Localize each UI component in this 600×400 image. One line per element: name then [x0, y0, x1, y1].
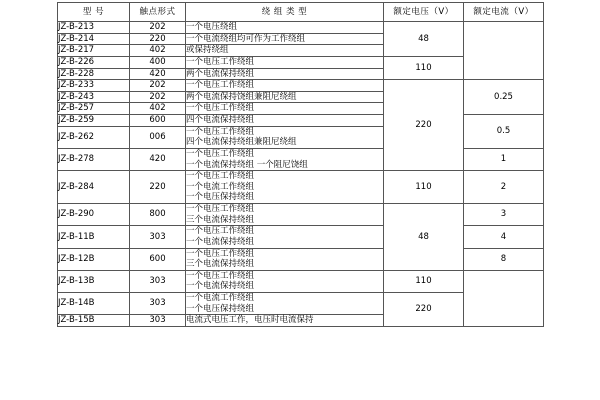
header-winding-type: 绕 组 类 型: [186, 3, 384, 22]
cell-model: JZ-B-290: [58, 204, 130, 226]
winding-line: 一个电压工作绕组: [186, 148, 255, 159]
cell-winding-type: [186, 45, 384, 57]
table-row: [58, 248, 544, 270]
cell-winding-type: [186, 68, 384, 80]
cell-contact-type: 600: [130, 115, 186, 127]
cell-rated-current: 8: [464, 248, 544, 270]
cell-model: JZ-B-257: [58, 103, 130, 115]
winding-line: 一个电压工作绕组: [186, 171, 255, 182]
table-row: [58, 115, 544, 127]
cell-model: JZ-B-11B: [58, 226, 130, 248]
winding-line: 三个电流保持绕组: [186, 214, 255, 225]
winding-line: 一个电压工作绕组: [186, 103, 255, 114]
cell-rated-current: 4: [464, 226, 544, 248]
cell-rated-voltage: 220: [384, 80, 464, 171]
winding-line: 一个电流工作绕组: [186, 181, 255, 192]
winding-line: 一个电压工作绕组: [186, 204, 255, 214]
table-body: [58, 22, 544, 327]
winding-line: 四个电流保持绕组: [186, 115, 255, 125]
cell-rated-current: [464, 22, 544, 80]
cell-rated-current: 0.25: [464, 80, 544, 115]
cell-model: JZ-B-284: [58, 171, 130, 204]
winding-line: 三个电流保持绕组: [186, 259, 255, 270]
cell-winding-type: [186, 103, 384, 115]
cell-model: JZ-B-15B: [58, 315, 130, 327]
winding-line: 两个电流保持绕组: [186, 68, 255, 79]
cell-contact-type: 202: [130, 91, 186, 103]
cell-winding-type: [186, 315, 384, 327]
table-row: [58, 80, 544, 92]
cell-winding-type: [186, 115, 384, 127]
cell-winding-type: [186, 56, 384, 68]
winding-line: 一个电压保持绕组: [186, 303, 255, 314]
cell-winding-type: [186, 204, 384, 226]
cell-winding-type: [186, 33, 384, 45]
cell-rated-voltage: 48: [384, 204, 464, 271]
cell-contact-type: 600: [130, 248, 186, 270]
cell-rated-voltage: 220: [384, 293, 464, 327]
winding-line: 四个电流保持绕组兼阻尼绕组: [186, 137, 297, 148]
header-model: 型 号: [58, 3, 130, 22]
winding-line: 一个电流保持绕组 一个阻尼饶组: [186, 159, 308, 170]
winding-line: 一个电压工作绕组: [186, 56, 255, 67]
cell-contact-type: 303: [130, 226, 186, 248]
table-row: [58, 22, 544, 34]
cell-winding-type: [186, 171, 384, 204]
cell-winding-type: [186, 148, 384, 170]
cell-model: JZ-B-259: [58, 115, 130, 127]
cell-contact-type: 220: [130, 33, 186, 45]
cell-contact-type: 006: [130, 126, 186, 148]
winding-line: 一个电压工作绕组: [186, 80, 255, 91]
cell-model: JZ-B-278: [58, 148, 130, 170]
winding-line: 一个电压绕组: [186, 22, 238, 32]
header-rated-voltage: 额定电压（V）: [384, 3, 464, 22]
cell-rated-current: [464, 270, 544, 326]
winding-line: 一个电流保持绕组: [186, 236, 255, 247]
cell-contact-type: 402: [130, 45, 186, 57]
cell-model: JZ-B-262: [58, 126, 130, 148]
cell-model: JZ-B-228: [58, 68, 130, 80]
cell-rated-current: 3: [464, 204, 544, 226]
cell-model: JZ-B-226: [58, 56, 130, 68]
winding-line: 一个电压工作绕组: [186, 226, 255, 237]
cell-model: JZ-B-12B: [58, 248, 130, 270]
cell-winding-type: [186, 226, 384, 248]
winding-line: 一个电流保持绕组: [186, 281, 255, 292]
cell-model: JZ-B-214: [58, 33, 130, 45]
cell-rated-voltage: 110: [384, 171, 464, 204]
winding-line: 一个电压工作绕组: [186, 126, 255, 137]
cell-winding-type: [186, 248, 384, 270]
cell-model: JZ-B-14B: [58, 293, 130, 315]
table-row: [58, 148, 544, 170]
cell-winding-type: [186, 293, 384, 315]
cell-winding-type: [186, 270, 384, 292]
winding-line: 两个电流保持饶组兼阻尼绕组: [186, 91, 297, 102]
table-row: [58, 171, 544, 204]
cell-model: JZ-B-213: [58, 22, 130, 34]
cell-contact-type: 303: [130, 270, 186, 292]
cell-model: JZ-B-243: [58, 91, 130, 103]
cell-contact-type: 202: [130, 80, 186, 92]
winding-line: 或保持绕组: [186, 45, 229, 56]
table-header-row: [58, 3, 544, 22]
cell-contact-type: 402: [130, 103, 186, 115]
cell-winding-type: [186, 91, 384, 103]
table-row: [58, 226, 544, 248]
winding-line: 一个电流绕组均可作为工作绕组: [186, 33, 306, 44]
table-row: [58, 270, 544, 292]
cell-contact-type: 220: [130, 171, 186, 204]
cell-contact-type: 420: [130, 68, 186, 80]
cell-model: JZ-B-13B: [58, 270, 130, 292]
winding-line: 一个电压工作绕组: [186, 248, 255, 259]
cell-contact-type: 202: [130, 22, 186, 34]
cell-model: JZ-B-233: [58, 80, 130, 92]
cell-rated-current: 0.5: [464, 115, 544, 149]
cell-rated-voltage: 48: [384, 22, 464, 57]
cell-contact-type: 400: [130, 56, 186, 68]
winding-line: 一个电压保持绕组: [186, 192, 255, 203]
cell-winding-type: [186, 126, 384, 148]
winding-line: 一个电流工作绕组: [186, 293, 255, 303]
cell-contact-type: 800: [130, 204, 186, 226]
cell-rated-voltage: 110: [384, 56, 464, 79]
table-row: [58, 204, 544, 226]
specification-table: [57, 2, 544, 327]
cell-contact-type: 303: [130, 293, 186, 315]
header-rated-current: 额定电流（V）: [464, 3, 544, 22]
winding-line: 一个电压工作绕组: [186, 270, 255, 281]
cell-contact-type: 420: [130, 148, 186, 170]
winding-line: 电流式电压工作，电压时电流保持: [186, 315, 314, 326]
header-contact-type: 触点形式: [130, 3, 186, 22]
cell-rated-current: 1: [464, 148, 544, 170]
cell-winding-type: [186, 22, 384, 34]
table-header: [58, 3, 544, 22]
cell-rated-voltage: 110: [384, 270, 464, 292]
cell-contact-type: 303: [130, 315, 186, 327]
cell-rated-current: 2: [464, 171, 544, 204]
cell-winding-type: [186, 80, 384, 92]
cell-model: JZ-B-217: [58, 45, 130, 57]
